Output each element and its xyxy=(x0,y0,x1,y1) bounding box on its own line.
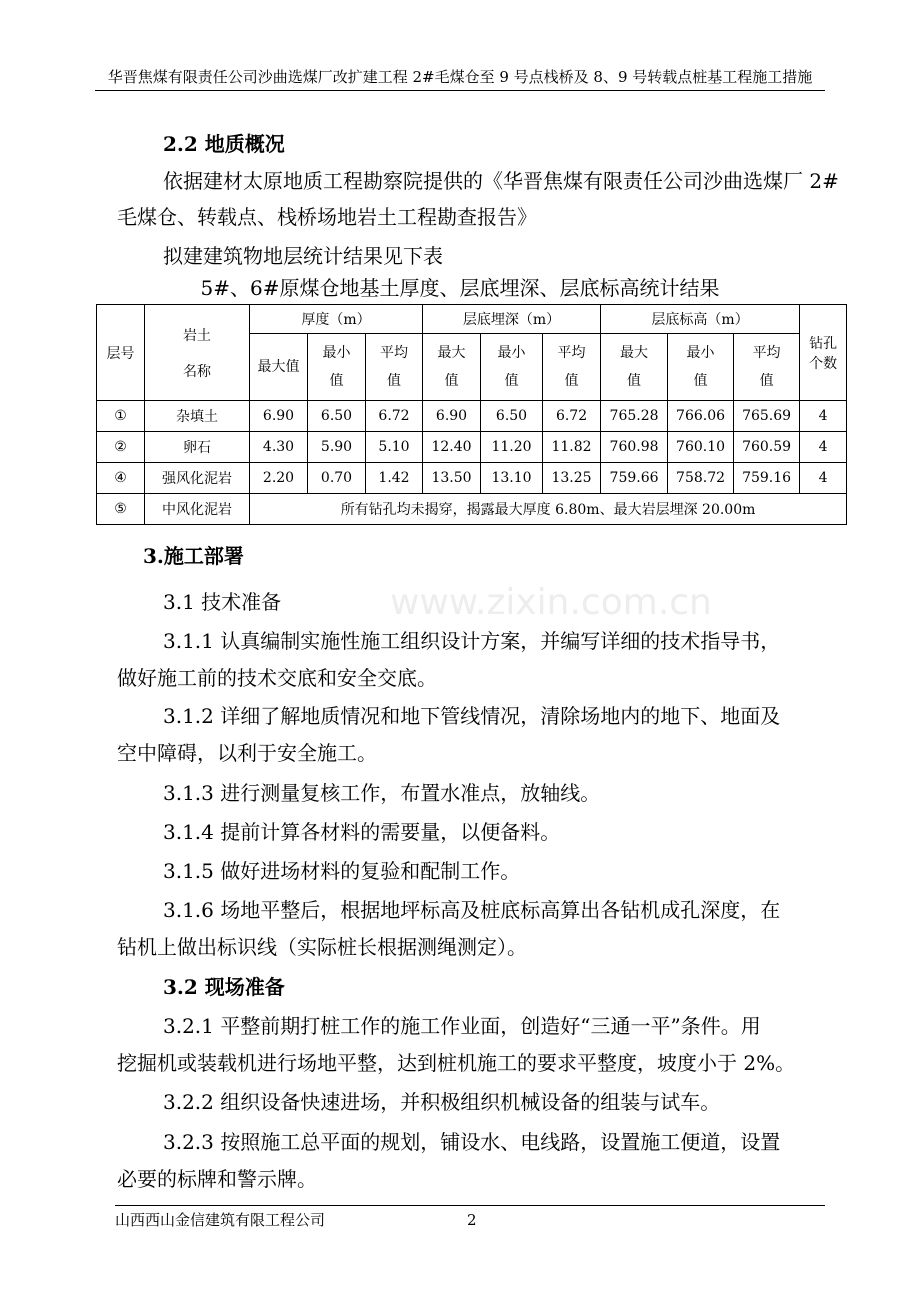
paragraph-line: 空中障碍，以利于安全施工。 xyxy=(117,741,377,765)
paragraph-line: 毛煤仓、转载点、栈桥场地岩土工程勘查报告》 xyxy=(117,205,537,229)
cell-value: 6.90 xyxy=(250,401,308,432)
header-thickness: 厚度（m） xyxy=(250,305,423,334)
footer-company: 山西西山金信建筑有限工程公司 xyxy=(115,1211,326,1229)
cell-layer-no: ② xyxy=(97,432,145,463)
header-elevation: 层底标高（m） xyxy=(601,305,800,334)
cell-value: 758.72 xyxy=(668,463,734,494)
paragraph-line: 做好施工前的技术交底和安全交底。 xyxy=(117,666,437,690)
cell-value: 12.40 xyxy=(423,432,481,463)
cell-rock-name: 强风化泥岩 xyxy=(145,463,250,494)
subsection-heading-3-1: 3.1 技术准备 xyxy=(163,590,282,614)
cell-value: 765.28 xyxy=(601,401,668,432)
page-number: 2 xyxy=(467,1211,477,1229)
cell-value: 760.10 xyxy=(668,432,734,463)
header-rock-name-l2: 名称 xyxy=(183,363,211,380)
cell-rock-name: 卵石 xyxy=(145,432,250,463)
table-row xyxy=(97,463,847,494)
paragraph-line: 拟建建筑物地层统计结果见下表 xyxy=(163,244,443,268)
header-depth: 层底埋深（m） xyxy=(423,305,601,334)
header-hole-count-l1: 钻孔 xyxy=(809,335,838,352)
cell-value: 4 xyxy=(800,432,847,463)
table-row xyxy=(97,401,847,432)
cell-value: 1.42 xyxy=(366,463,423,494)
cell-value: 765.69 xyxy=(734,401,800,432)
subheader-avg: 平均 值 xyxy=(366,334,423,401)
watermark: www.zixin.com.cn xyxy=(390,582,712,623)
paragraph-line: 3.1.5 做好进场材料的复验和配制工作。 xyxy=(163,859,521,883)
subheader-max: 最大值 xyxy=(250,334,308,401)
cell-value: 759.16 xyxy=(734,463,800,494)
header-hole-count-l2: 个数 xyxy=(809,355,838,372)
table-row xyxy=(97,432,847,463)
paragraph-line: 3.2.1 平整前期打桩工作的施工作业面，创造好“三通一平”条件。用 xyxy=(163,1014,761,1038)
cell-layer-no: ⑤ xyxy=(97,494,145,525)
paragraph-line: 3.2.2 组织设备快速进场，并积极组织机械设备的组装与试车。 xyxy=(163,1090,721,1114)
table-caption: 5#、6#原煤仓地基土厚度、层底埋深、层底标高统计结果 xyxy=(200,276,720,300)
paragraph-line: 3.1.4 提前计算各材料的需要量，以便备料。 xyxy=(163,820,561,844)
paragraph-line: 挖掘机或装载机进行场地平整，达到桩机施工的要求平整度，坡度小于 2%。 xyxy=(117,1051,796,1075)
paragraph-line: 3.2.3 按照施工总平面的规划，铺设水、电线路，设置施工便道，设置 xyxy=(163,1130,781,1154)
section-heading-2-2: 2.2 地质概况 xyxy=(163,132,285,156)
cell-value: 4 xyxy=(800,463,847,494)
cell-value: 5.10 xyxy=(366,432,423,463)
paragraph-line: 必要的标牌和警示牌。 xyxy=(117,1167,317,1191)
cell-value: 760.98 xyxy=(601,432,668,463)
cell-value: 11.82 xyxy=(543,432,601,463)
subheader-min: 最小 值 xyxy=(668,334,734,401)
cell-value: 759.66 xyxy=(601,463,668,494)
subheader-avg: 平均 值 xyxy=(543,334,601,401)
header-layer-no: 层号 xyxy=(97,305,145,401)
cell-value: 4 xyxy=(800,401,847,432)
cell-value: 6.72 xyxy=(366,401,423,432)
cell-value: 6.72 xyxy=(543,401,601,432)
subheader-max: 最大 值 xyxy=(423,334,481,401)
subsection-heading-3-2: 3.2 现场准备 xyxy=(163,975,285,999)
header-rock-name-l1: 岩土 xyxy=(183,327,211,344)
cell-value: 13.50 xyxy=(423,463,481,494)
header-hole-count xyxy=(800,305,847,401)
cell-value: 760.59 xyxy=(734,432,800,463)
cell-value: 13.10 xyxy=(481,463,543,494)
page-header: 华晋焦煤有限责任公司沙曲选煤厂改扩建工程 2#毛煤仓至 9 号点栈桥及 8、9 号转载点桩基工程施工措施 xyxy=(95,64,825,91)
subheader-avg: 平均 值 xyxy=(734,334,800,401)
cell-value: 5.90 xyxy=(308,432,366,463)
subheader-min: 最小 值 xyxy=(481,334,543,401)
subheader-max: 最大 值 xyxy=(601,334,668,401)
cell-value: 2.20 xyxy=(250,463,308,494)
header-rock-name xyxy=(145,305,250,401)
cell-value: 6.50 xyxy=(308,401,366,432)
paragraph-line: 钻机上做出标识线（实际桩长根据测绳测定）。 xyxy=(117,935,527,959)
page-footer xyxy=(115,1205,825,1234)
cell-value: 11.20 xyxy=(481,432,543,463)
cell-value: 766.06 xyxy=(668,401,734,432)
paragraph-line: 3.1.6 场地平整后，根据地坪标高及桩底标高算出各钻机成孔深度，在 xyxy=(163,898,781,922)
paragraph-line: 3.1.1 认真编制实施性施工组织设计方案，并编写详细的技术指导书， xyxy=(163,629,781,653)
cell-value: 0.70 xyxy=(308,463,366,494)
cell-value: 6.90 xyxy=(423,401,481,432)
subheader-min: 最小 值 xyxy=(308,334,366,401)
cell-note: 所有钻孔均未揭穿，揭露最大厚度 6.80m、最大岩层埋深 20.00m xyxy=(250,494,847,525)
cell-rock-name: 中风化泥岩 xyxy=(145,494,250,525)
cell-layer-no: ④ xyxy=(97,463,145,494)
paragraph-line: 3.1.3 进行测量复核工作，布置水准点，放轴线。 xyxy=(163,781,601,805)
table-row xyxy=(97,494,847,525)
cell-rock-name: 杂填土 xyxy=(145,401,250,432)
cell-value: 6.50 xyxy=(481,401,543,432)
cell-value: 4.30 xyxy=(250,432,308,463)
section-heading-3: 3.施工部署 xyxy=(143,544,244,568)
paragraph-line: 依据建材太原地质工程勘察院提供的《华晋焦煤有限责任公司沙曲选煤厂 2# xyxy=(163,169,839,193)
paragraph-line: 3.1.2 详细了解地质情况和地下管线情况，清除场地内的地下、地面及 xyxy=(163,704,781,728)
geology-stats-table xyxy=(96,304,847,525)
cell-value: 13.25 xyxy=(543,463,601,494)
cell-layer-no: ① xyxy=(97,401,145,432)
